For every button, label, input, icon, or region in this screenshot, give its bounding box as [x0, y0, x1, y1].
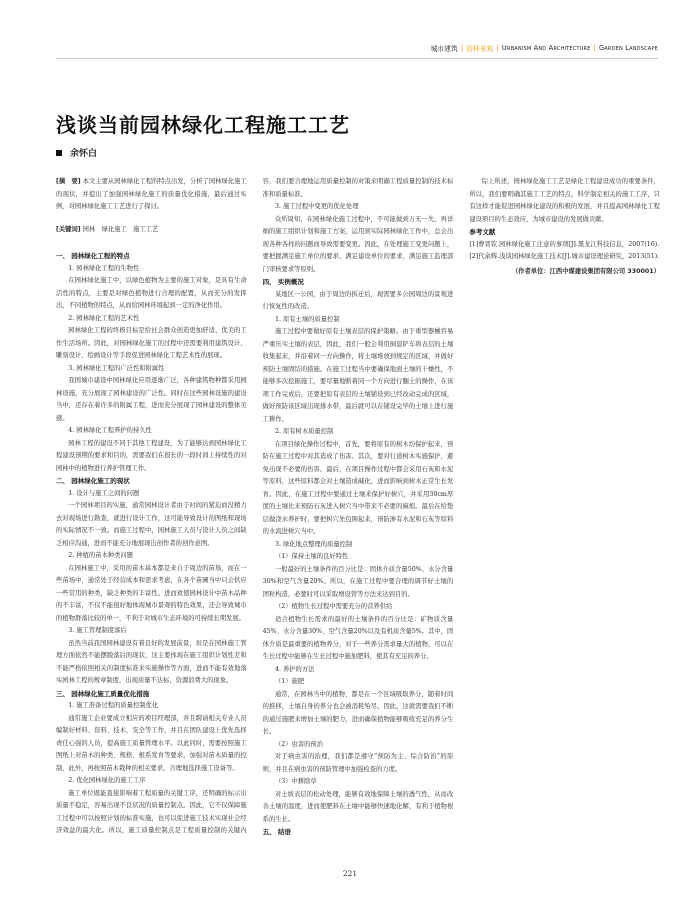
section-heading: 参考文献	[469, 228, 496, 236]
body-paragraph: 2. 种植的苗木种类问题	[68, 552, 133, 559]
article-title: 浅谈当前园林绿化工程施工工艺	[56, 113, 350, 138]
reference-item: [1]曹晋钦.园林绿化施工注意的事项[J].黑龙江科技信息，2007(16).	[469, 240, 660, 248]
abstract	[56, 176, 247, 214]
header-rule	[56, 58, 658, 59]
body-paragraph: （1）施肥	[274, 678, 305, 685]
body-paragraph: （2）植物生长过程中需要充分的营养供给	[274, 603, 393, 610]
keywords-text: 园林 绿化施工 施工工艺	[82, 225, 159, 233]
body-paragraph: 在项目绿化操作过程中，首先，要将原有的树木均保护起来，预防在施工过程中对其造成了伤害。其次，要对行道树木实施保护，避免出现不必要的伤害。最后，在项目操作过程中都会采用石灰和水泥等原料，这些原料都会对土壤造成碱化，进而影响到树木正常生长发育。因此，在施工过程中要通过土壤来保护好树穴，并采用30cm厚度的土壤比来预防石灰进入树穴当中带来不必要的麻烦。最后在给垫层做浇水养护时，要把树穴先包围起来，预防渗有水泥和石灰等原料的水流进树穴当中。	[262, 440, 454, 535]
body-paragraph: 3. 施工管理制度落后	[68, 627, 127, 634]
body-paragraph: 在园林绿化施工中，以绿色植物为主要的施工对象，是具有生命活性的特点，主要是对绿色植物进行合理的配置，从而充分的发挥出，不同植物的特点，从而给园林环境起到一定的净化作用。	[56, 277, 247, 309]
body-paragraph: 4. 养护的方法	[274, 665, 315, 673]
body-paragraph: 施工过程中要做好原有土壤表层的保护策略。由于重型器械容易严重压实土壤的表层，因此，我们一般会利用倒退铲车将表层的土壤收集起来，并沿着同一方向操作，将土壤堆放到规定的区域，并做好预防土壤固结的措施。在施工过程当中要确保地面土壤的干燥性，不能够多次挖掘施工，要尽量地断着同一个方向进行翻土的操作，在该项工作完成后，还要把原有表层的土壤铺设到已经改动完成的区域，做好预防该区域出现排水带，最后就可以在铺设完毕的土壤上进行施工耕作。	[262, 328, 454, 423]
section-heading: 二、 园林绿化施工的现状	[56, 477, 130, 485]
author-name: 余怀白	[70, 149, 98, 159]
author-affiliation: （作者单位：江西中煤建设集团有限公司 330001）	[511, 267, 660, 275]
body-paragraph: 2. 优化园林绿化的施工工序	[68, 777, 146, 784]
body-paragraph: 综上所述，园林绿化施工工艺是绿化工程建设成功的重要条件，所以，我们要明确其施工工艺的特点，科学制定相关的施工工序，只有这样才能促进园林绿化建设的积极的发展，并且提高园林绿化工程建设项目的生态效应，为城市建设的发展做贡献。	[469, 178, 660, 223]
body-paragraph: 适合植物生长需求的最好的土壤条件的百分比是：矿物质含量45%、水分含量30%、空气含量20%以及有机质含量5%。其中，固体介质是最重要的植物养分，对于一些养分需求量大的植物，可以在生长过程中能够在生长过程中施加肥料，使其有充足的养分。	[262, 615, 454, 660]
header-separator: |	[496, 44, 499, 52]
body-paragraph: 一般最好的土壤条件的百分比是：固体介质含量50%、水分含量30%和空气含量20%。所以，在施工过程中要合理的调节好土壤的团粒构造，必要时可以采取增设管等方法来达到目的。	[262, 565, 454, 598]
running-header	[0, 38, 700, 58]
body-paragraph: 3. 园林绿化工程的广泛性和附属性	[68, 364, 165, 372]
body-paragraph: 虽然当前我国园林建设有着良好的发展前景，但是在园林施工管理方面依然不能摆脱落后的现状，这主要体现在施工组织计划性差和不能严格依照相关的制度标准来实施操作等方面，进而不能有效地落实园林工程的规章制度，出现质量不达标，资源浪费大的现象。	[56, 639, 247, 684]
body-paragraph: 4. 园林绿化工程养护的持久性	[68, 427, 152, 434]
header-category: 城市建筑	[430, 45, 458, 53]
section-heading: 五、 结语	[262, 828, 291, 836]
body-paragraph: （1）保持土壤的良好特性	[274, 553, 349, 560]
body-paragraph: 1. 设计与施工之间的问题	[68, 489, 140, 497]
body-paragraph: 3. 施工过程中变更的优化处理	[274, 203, 359, 210]
header-english-left: Urbanism And Architecture	[501, 44, 591, 52]
body-paragraph: 在园林施工中，采用的苗木基本都是来自于周边的苗场，而在一些苗场中，通常处于经营成本和需求考虑，在各个苗圃当中只会供应一些常用的种类，缺乏种类的丰富性。进而致使园林设计中苗木品种的不丰富，不仅不能很好地体现城市景观的特色效果，还会导致城市的植物群落比较的单一，不利于对城市生态环境的可持续长期发展。	[56, 564, 247, 622]
body-paragraph: 通常施工企业要成立相应的项目经理部，并且聘请相关专业人员编制好材料、资料、技术、安全等工作，并且在团队建设上优先选择责任心强的人员，提高施工质量管理水平。以此同时，需要按照施工图纸上对苗木的种类、规格、根系发育等要求，加强对苗木质量的控制，此外，再按照苗木栽种的相关要求，合理地选择施工设备等。	[56, 714, 247, 772]
body-paragraph: 2. 原有树木质量控制	[274, 428, 334, 435]
body-paragraph: 众所周知，在园林绿化施工过程中，不可能做到万无一失，再详细的施工组织计划和施工方案，运用到实际园林绿化工作中，总会出现各种各样的问题而导致需要变更。因此，在处理施工变更问题上，要把握满足施工单位的要求、满足建设单位的要求、满足施工监理部门审核要求等原则。	[262, 215, 454, 273]
keywords-label: [关键词]	[56, 225, 81, 233]
keywords	[56, 224, 247, 237]
body-paragraph: 2. 园林绿化工程的艺术性	[68, 314, 140, 322]
body-paragraph: 园林绿化工程的终极目标是给社会群众创造更加舒适、优美的工作生活场所。因此，对园林绿化施工的过程中还需要利用建筑设计、雕刻设计、绘画设计等手段促进园林绿化工程艺术性的展现。	[56, 327, 247, 359]
section-heading: 四、 实例概况	[262, 278, 304, 286]
body-paragraph: 1. 园林绿化工程的生物性	[68, 264, 140, 272]
body-paragraph: 园林工程的建设不同于其他工程建设，为了能够达到园林绿化工程建设预期的要求和目的，需要我们在很长的一段时间上持续性的对园林中的植物进行养护管理工作。	[56, 439, 247, 472]
abstract-text: 本文主要从园林绿化工程的特点出发，分析了园林绿化施工的现状，并提出了加强园林绿化施工的质量优化措施，最后通过实例，对园林绿化施工工艺进行了探讨。	[56, 178, 247, 210]
reference-item: [2]代余辉.浅谈园林绿化施工技术[J].城市建设理论研究，2013(51).	[469, 253, 660, 260]
header-separator: |	[593, 44, 596, 52]
header-separator: |	[460, 44, 464, 52]
body-paragraph: （3）中耕除草	[274, 778, 317, 785]
header-english-right: Garden Landscape	[599, 44, 658, 52]
header-section: 园林景观	[466, 45, 494, 53]
body-paragraph: 某地区一公园，由于周边的拆迁后，现需要多公园周边的景观进行恢复性的改造。	[262, 290, 454, 310]
body-paragraph: 一个园林项目的实施，通常园林设计者由于时间的紧迫而没精力去对现场进行勘查，就进行设计工作，这可能导致设计的图纸和现场的实际情况不一致。而施工过程中，园林施工人员与设计人员之间缺乏相应沟通，进而不能充分地展现出创作者的创作意图。	[56, 502, 247, 547]
body-paragraph: 1. 施工准备过程的质量控制优化	[68, 702, 159, 709]
body-paragraph: 我国城市建设中园林绿化应用逐渐广泛，各种建筑物种都采用园林设施，充分展现了园林建设的广泛性。同时在这些园林设施的建设当中，还存在着许多的附属工程，进而充分展现了园林建设的整体美感。	[56, 377, 247, 422]
body-paragraph: 对于病虫害的治理，我们都是遵守“预防为主、综合防治”的原则，并且在病虫害的预防管理中加强检查的力度。	[262, 753, 454, 773]
article-body	[56, 176, 660, 848]
section-heading: 一、 园林绿化工程的特点	[56, 252, 130, 260]
page-number: 221	[342, 869, 358, 878]
section-heading: 三、 园林绿化施工质量优化措施	[56, 689, 150, 698]
body-paragraph: （2）虫害的预治	[274, 740, 324, 748]
body-paragraph: 3. 绿化地点整理的质量控制	[274, 540, 353, 548]
body-paragraph: 1. 原有土壤的质量控制	[274, 315, 340, 323]
body-paragraph: 对土坡表层的松动处理，能够有效地保障土壤的透气性，从而改善土壤的温度，进而使肥料在土壤中能够快速地化解，有利于植物根系的生长。	[262, 790, 454, 823]
body-paragraph: 施工单位既能直接影响着工程质量的关键工序，还明确的标示出质量不稳定，容易出现不良状况的质量控制点。因此，它不仅保障施工过程中可以按照计划的标准实施，也可以促进施工技术实现社会经济效益的最大化。所以，施工质量控制点是工程质量控制的关键内容，我们要合理地运用质量控制的对策来明确工程质量控制的技术标准和质量标准。	[56, 178, 454, 834]
author-line	[56, 146, 97, 159]
abstract-label: [摘 要]	[56, 178, 81, 185]
square-bullet-icon	[56, 150, 62, 156]
body-paragraph: 通常，在园林当中的植物，都是在一个区域吸取养分，随着时间的推移，土壤自身的养分也会被消耗殆尽，因此，这就需要我们不断的通过施肥来增加土壤的肥力，进而确保植物能够吸收充足的养分生长。	[262, 690, 454, 735]
